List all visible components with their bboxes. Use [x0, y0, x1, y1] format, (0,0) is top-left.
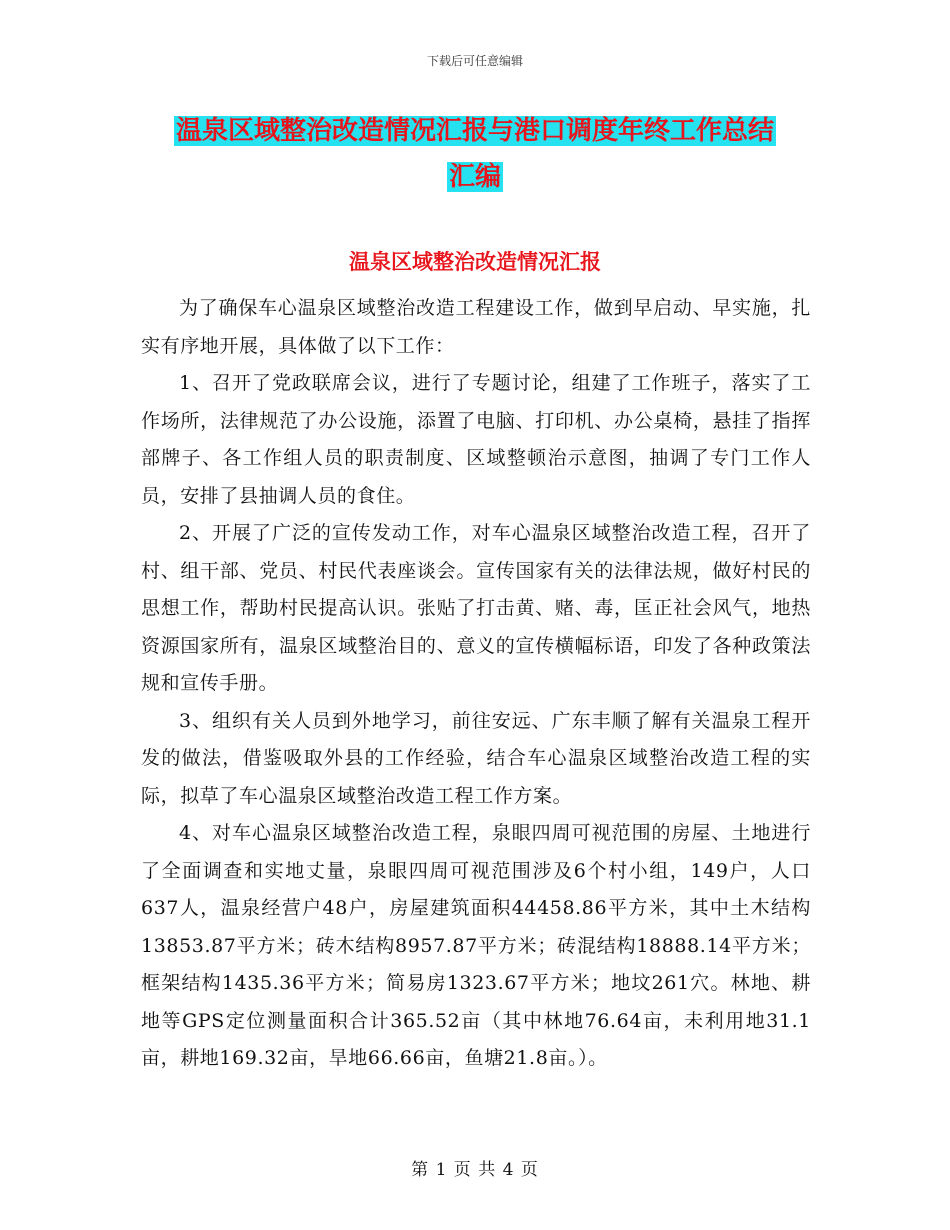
paragraph-intro: 为了确保车心温泉区域整治改造工程建设工作，做到早启动、早实施，扎实有序地开展，具体做了以下工作： [141, 297, 811, 357]
paragraph-item-1: 1、召开了党政联席会议，进行了专题讨论，组建了工作班子，落实了工作场所，法律规范了办公设施，添置了电脑、打印机、办公桌椅，悬挂了指挥部牌子、各工作组人员的职责制度、区域整顿治示意图，抽调了专门工作人员，安排了县抽调人员的食住。 [141, 372, 811, 507]
document-body [141, 290, 811, 1078]
document-title-line1: 温泉区域整治改造情况汇报与港口调度年终工作总结 [175, 116, 774, 146]
header-note: 下载后可任意编辑 [426, 54, 523, 68]
paragraph-item-4: 4、对车心温泉区域整治改造工程，泉眼四周可视范围的房屋、土地进行了全面调查和实地丈量，泉眼四周可视范围涉及6个村小组，149户，人口637人，温泉经营户48户，房屋建筑面积44458.86平方米，其中土木结构13853.87平方米；砖木结构8957.87平方米；砖混结构18888.14平方米；框架结构1435.36平方米；简易房1323.67平方米；地坟261穴。林地、耕地等GPS定位测量面积合计365.52亩（其中林地76.64亩，未利用地31.1亩，耕地169.32亩，旱地66.66亩，鱼塘21.8亩。）。 [141, 822, 811, 1069]
paragraph-item-3: 3、组织有关人员到外地学习，前往安远、广东丰顺了解有关温泉工程开发的做法，借鉴吸取外县的工作经验，结合车心温泉区域整治改造工程的实际，拟草了车心温泉区域整治改造工程工作方案。 [141, 709, 811, 807]
document-title [140, 108, 810, 200]
document-title-line2: 汇编 [448, 162, 501, 192]
paragraph-item-2: 2、开展了广泛的宣传发动工作，对车心温泉区域整治改造工程，召开了村、组干部、党员、村民代表座谈会。宣传国家有关的法律法规，做好村民的思想工作，帮助村民提高认识。张贴了打击黄、赌、毒，匡正社会风气，地热资源国家所有，温泉区域整治目的、意义的宣传横幅标语，印发了各种政策法规和宣传手册。 [141, 522, 811, 694]
section-title: 温泉区域整治改造情况汇报 [349, 250, 601, 274]
page-footer: 第 1 页 共 4 页 [411, 1160, 539, 1180]
